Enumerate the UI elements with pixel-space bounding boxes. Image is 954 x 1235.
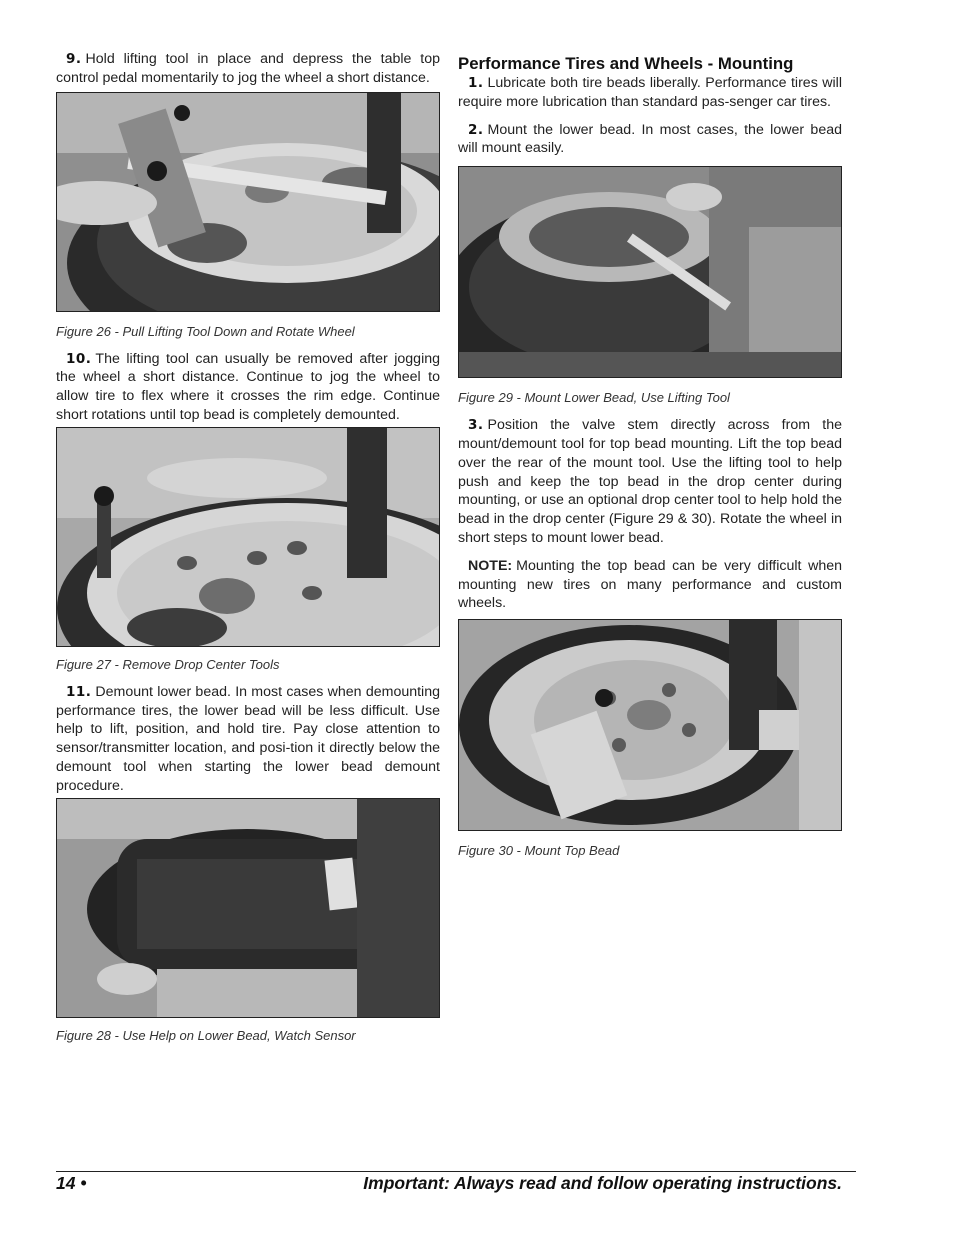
section-heading: Performance Tires and Wheels - Mounting: [458, 54, 794, 73]
step-text: Demount lower bead. In most cases when demounting performance tires, the lower bead will be less difficult. Use help to lift, position, and hold tire. Pay close attention to sensor/transmitter location, and posi-tion it directly below the demount tool when starting the lower bead demount procedure.: [56, 683, 440, 794]
left-column: [56, 50, 440, 1044]
step-text: Hold lifting tool in place and depress the table top control pedal momentarily to jog the wheel a short distance.: [56, 51, 440, 86]
figure-30-photo: [458, 619, 842, 831]
figure-30-caption: Figure 30 - Mount Top Bead: [458, 843, 620, 859]
figure-26-photo: [56, 92, 440, 312]
figure-26-caption: Figure 26 - Pull Lifting Tool Down and Rotate Wheel: [56, 323, 355, 339]
step-number: 1.: [468, 75, 484, 91]
step-3: [458, 416, 842, 548]
figure-28-caption: Figure 28 - Use Help on Lower Bead, Watch Sensor: [56, 1027, 356, 1043]
step-11: [56, 683, 440, 796]
note: [458, 557, 842, 613]
page-number: 14 •: [56, 1173, 87, 1193]
step-text: Position the valve stem directly across from the mount/demount tool for top bead mounting. Lift the top bead over the rear of the mount tool. Use the lifting tool to help push and keep the top bead in the drop center during mounting, or use an optional drop center tool to help hold the bead in the drop center (Figure 29 & 30). Rotate the wheel in short steps to mount lower bead.: [458, 417, 842, 546]
step-number: 3.: [468, 417, 484, 434]
step-number: 10.: [66, 350, 92, 367]
step-number: 11.: [66, 683, 92, 700]
step-number: 9.: [66, 51, 82, 67]
right-column: [458, 50, 842, 859]
note-text: Mounting the top bead can be very difficult when mounting new tires on many performance and custom wheels.: [458, 557, 842, 612]
note-label: NOTE:: [468, 557, 513, 574]
step-text: Mount the lower bead. In most cases, the lower bead will mount easily.: [458, 121, 842, 157]
figure-29-photo: [458, 166, 842, 378]
step-10: [56, 350, 440, 425]
footer-text: Important: Always read and follow operating instructions.: [363, 1173, 842, 1193]
step-text: The lifting tool can usually be removed after jogging the wheel a short distance. Continue to jog the wheel to allow tire to flex where it crosses the rim edge. Continue short rotations until top bead is completely demounted.: [56, 350, 440, 423]
figure-29-caption: Figure 29 - Mount Lower Bead, Use Lifting Tool: [458, 390, 730, 406]
step-1: [458, 74, 842, 112]
figure-28-photo: [56, 798, 440, 1018]
step-number: 2.: [468, 121, 484, 138]
page-footer: [56, 1172, 842, 1194]
step-text: Lubricate both tire beads liberally. Performance tires will require more lubrication than standard pas-senger car tires.: [458, 75, 842, 110]
figure-27-photo: [56, 427, 440, 647]
step-9: [56, 50, 440, 88]
figure-27-caption: Figure 27 - Remove Drop Center Tools: [56, 656, 280, 672]
step-2: [458, 121, 842, 159]
